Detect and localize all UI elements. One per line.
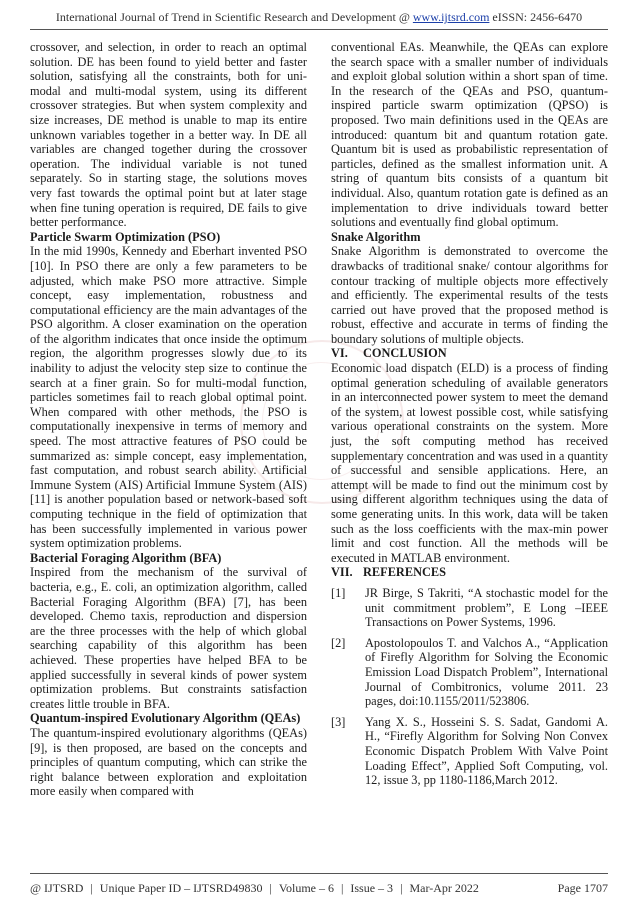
snake-heading: Snake Algorithm (331, 229, 421, 244)
conclusion-heading (331, 346, 608, 361)
running-footer (30, 881, 608, 896)
snake-paragraph: Snake Algorithm is demonstrated to overcome the drawbacks of traditional snake/ contour algorithms for contour tracking of multiple objects more effectively and efficiently. The experimental results of the tests carried out have proved that the proposed method is robust, effective and accurate in terms of finding the boundary solutions of multiple objects. (331, 244, 608, 346)
footer-volume: Volume – 6 (278, 881, 334, 895)
bfa-paragraph: Inspired from the mechanism of the survival of bacteria, e.g., E. coli, an optimization algorithm, called Bacterial Foraging Algorithm (BFA) [7], has been developed. Chemo taxis, reproduction and dispersion are the three processes with the help of which global searching capability of this algorithm has been achieved. These properties have helped BFA to be applied successfully in several kinds of power system optimization problems. But constraints satisfaction creates little trouble in BFA. (30, 565, 307, 711)
section-title: CONCLUSION (363, 346, 447, 361)
reference-item (331, 636, 608, 709)
section-title: REFERENCES (363, 565, 446, 580)
pso-heading: Particle Swarm Optimization (PSO) (30, 229, 221, 244)
qea-heading: Quantum-inspired Evolutionary Algorithm (QEAs) (30, 711, 301, 726)
journal-name: International Journal of Trend in Scientific Research and Development @ (55, 10, 413, 24)
reference-text: Apostolopoulos T. and Valchos A., “Application of Firefly Algorithm for Solving the Economic Emission Load Dispatch Problem”, International Journal of Combitronics, volume 2011. 23 pages, doi:10.1155/2011/523806. (365, 635, 608, 709)
running-header (0, 10, 638, 25)
section-number: VII. (331, 565, 353, 580)
left-column (30, 40, 307, 799)
reference-text: JR Birge, S Takriti, “A stochastic model for the unit commitment problem”, E Long –IEEE Transactions on Power Systems, 1996. (365, 585, 608, 630)
footer-date: Mar-Apr 2022 (409, 881, 479, 895)
reference-item (331, 586, 608, 630)
footer-left: @ IJTSRD | Unique Paper ID – IJTSRD49830 | Volume – 6 | Issue – 3 | Mar-Apr 2022 (30, 881, 479, 895)
reference-number: [3] (331, 714, 346, 729)
issn: eISSN: 2456-6470 (489, 10, 583, 24)
section-number: VI. (331, 346, 348, 361)
reference-number: [1] (331, 585, 346, 600)
de-paragraph: crossover, and selection, in order to reach an optimal solution. DE has been found to yield better and faster solution, satisfying all the constraints, both for uni-modal and multi-modal system, using its different crossover strategies. But when system complexity and size increases, DE method is unable to map its entire unknown variables together in a better way. In DE all variables are changed together during the crossover operation. The individual variable is not tuned separately. So in starting stage, the solutions moves very fast towards the optimal point but at later stage when fine tuning operation is required, DE fails to give better performance. (30, 40, 307, 230)
reference-number: [2] (331, 635, 346, 650)
footer-paper-id: Unique Paper ID – IJTSRD49830 (99, 881, 263, 895)
header-rule (30, 29, 608, 30)
footer-site: @ IJTSRD (30, 881, 84, 895)
footer-rule (30, 873, 608, 874)
footer-issue: Issue – 3 (350, 881, 394, 895)
reference-text: Yang X. S., Hosseini S. S. Sadat, Gandomi A. H., “Firefly Algorithm for Solving Non Convex Economic Dispatch Problem With Valve Point Loading Effect”, Applied Soft Computing, vol. 12, issue 3, pp 1180-1186,March 2012. (365, 714, 608, 788)
qea-paragraph: The quantum-inspired evolutionary algorithms (QEAs) [9], is then proposed, are based on the concepts and principles of quantum computing, which can strike the right balance between exploration and exploitation more easily when compared with (30, 725, 307, 799)
conclusion-paragraph: Economic load dispatch (ELD) is a process of finding optimal generation scheduling of available generators in an interconnected power system to meet the demand of the system, at lowest possible cost, while satisfying various operational constraints on the system. More just, the soft computing method has received supplementary concentration and was used in a quantity of successful and sensible applications. Here, an attempt will be made to find out the minimum cost by using different algorithm techniques using the data of some generating units. In this work, data will be taken such as the loss coefficients with the max-min power limit and cost function. All the methods will be executed in MATLAB environment. (331, 361, 608, 565)
pso-paragraph: In the mid 1990s, Kennedy and Eberhart invented PSO [10]. In PSO there are only a few parameters to be adjusted, which make PSO more attractive. Simple concept, easy implementation, robustness and computational efficiency are the main advantages of the PSO algorithm. A closer examination on the operation of the algorithm indicates that once inside the optimum region, the algorithm progresses slowly due to its inability to adjust the velocity step size to continue the search at a finer grain. So for multi-modal function, particles sometimes fail to reach global optimal point. When compared with other methods, the PSO is computationally inexpensive in terms of memory and speed. The most attractive features of PSO could be summarized as: simple concept, easy implementation, fast computation, and robust search ability. Artificial Immune System (AIS) Artificial Immune System (AIS) [11] is another population based or network-based soft computing technique in the field of optimization that has been successfully implemented in various power system optimization problems. (30, 244, 307, 551)
references-heading (331, 565, 608, 580)
footer-page-number: Page 1707 (557, 881, 608, 895)
bfa-heading: Bacterial Foraging Algorithm (BFA) (30, 550, 222, 565)
journal-url-link[interactable]: www.ijtsrd.com (412, 10, 490, 24)
right-column (331, 40, 608, 788)
reference-item (331, 715, 608, 788)
qea-continued-paragraph: conventional EAs. Meanwhile, the QEAs can explore the search space with a smaller number of individuals and exploit global solution within a short span of time. In the research of the QEAs and PSO, quantum-inspired particle swarm optimization (QPSO) is proposed. Two main definitions used in the QEAs are introduced: quantum bit and quantum rotation gate. Quantum bit is used as probabilistic representation of particles, defined as the smallest information unit. A string of quantum bits consists of a quantum bit individual. Also, quantum rotation gate is defined as an implementation to drive individuals toward better solutions and eventually find global optimum. (331, 40, 608, 230)
